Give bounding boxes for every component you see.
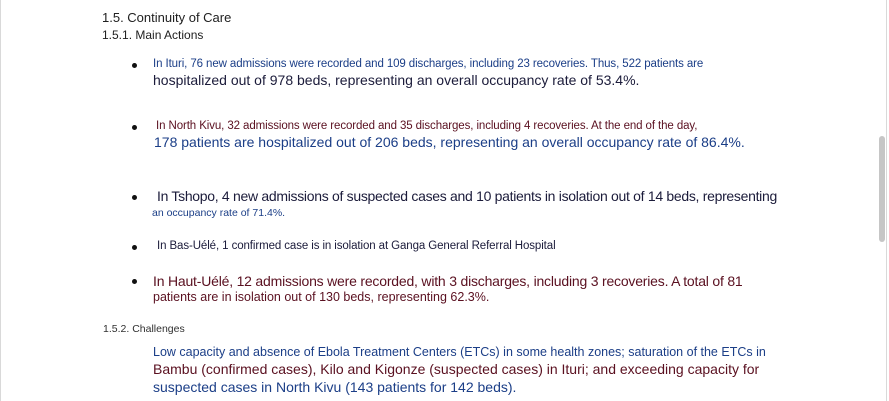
list-item-line: In Tshopo, 4 new admissions of suspected cases and 10 patients in isolation out of 14 beds, representing	[157, 188, 777, 204]
subsection-title-main-actions: 1.5.1. Main Actions	[102, 28, 204, 42]
scrollbar-thumb[interactable]	[879, 136, 885, 242]
challenges-paragraph	[153, 345, 793, 395]
list-item-line: In Bas-Uélé, 1 confirmed case is in isolation at Ganga General Referral Hospital	[157, 240, 556, 252]
list-item-tshopo	[152, 188, 797, 219]
bullet	[132, 125, 137, 130]
paragraph-line: Bambu (confirmed cases), Kilo and Kigonze (suspected cases) in Ituri; and exceeding capacity for	[153, 361, 760, 377]
list-item-line: In North Kivu, 32 admissions were recorded and 35 discharges, including 4 recoveries. At the end of the day,	[156, 120, 698, 132]
paragraph-line: Low capacity and absence of Ebola Treatment Centers (ETCs) in some health zones; saturation of the ETCs in	[153, 345, 766, 359]
list-item-line: an occupancy rate of 71.4%.	[152, 207, 286, 219]
list-item-line: hospitalized out of 978 beds, representing an overall occupancy rate of 53.4%.	[153, 72, 640, 88]
list-item-line: patients are in isolation out of 130 beds, representing 62.3%.	[153, 290, 490, 304]
bullet	[132, 279, 137, 284]
paragraph-line: suspected cases in North Kivu (143 patients for 142 beds).	[153, 379, 517, 395]
bullet	[132, 63, 137, 68]
list-item-bas-uele	[157, 240, 797, 252]
list-item-line: In Haut-Uélé, 12 admissions were recorded, with 3 discharges, including 3 recoveries. A total of 81	[153, 273, 743, 289]
list-item-haut-uele	[153, 273, 793, 304]
list-item-north-kivu	[156, 120, 796, 150]
list-item-line: In Ituri, 76 new admissions were recorded and 109 discharges, including 23 recoveries. Thus, 522 patients are	[153, 58, 704, 70]
bullet	[132, 245, 137, 250]
bullet	[132, 195, 137, 200]
subsection-title-challenges: 1.5.2. Challenges	[103, 323, 185, 335]
list-item-line: 178 patients are hospitalized out of 206 beds, representing an overall occupancy rate of 86.4%.	[154, 134, 745, 150]
section-title: 1.5. Continuity of Care	[102, 10, 232, 25]
list-item-ituri	[153, 58, 793, 88]
